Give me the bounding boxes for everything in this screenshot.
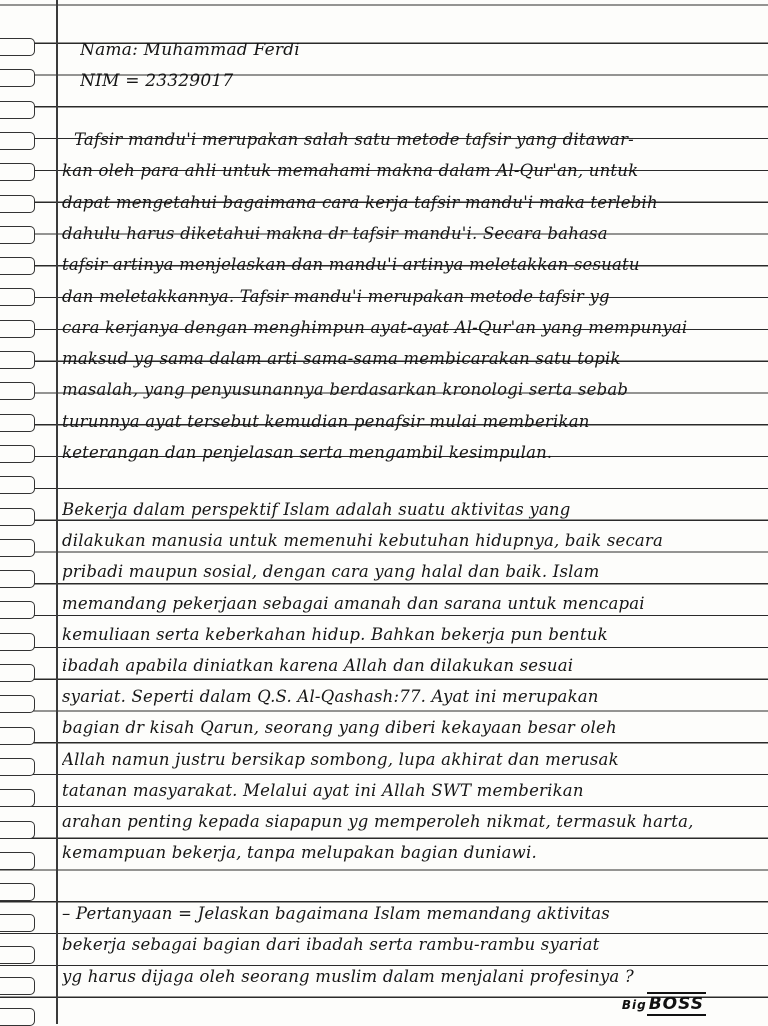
- binding-ring: [0, 977, 35, 995]
- binding-ring: [0, 351, 35, 369]
- paragraph1-line: kan oleh para ahli untuk memahami makna dalam Al-Qur'an, untuk: [62, 161, 639, 181]
- binding-ring: [0, 226, 35, 244]
- paragraph2-line: syariat. Seperti dalam Q.S. Al-Qashash:77. Ayat ini merupakan: [62, 687, 599, 707]
- margin-line: [56, 0, 58, 1024]
- binding-ring: [0, 414, 35, 432]
- paragraph2-line: bagian dr kisah Qarun, seorang yang diberi kekayaan besar oleh: [62, 718, 617, 738]
- paragraph1-line: dan meletakkannya. Tafsir mandu'i merupakan metode tafsir yg: [62, 286, 610, 306]
- binding-ring: [0, 601, 35, 619]
- paragraph2-line: Bekerja dalam perspektif Islam adalah suatu aktivitas yang: [62, 500, 571, 519]
- paragraph2-line: kemampuan bekerja, tanpa melupakan bagian duniawi.: [62, 843, 537, 863]
- binding-ring: [0, 821, 35, 839]
- binding-ring: [0, 288, 35, 306]
- question-line: bekerja sebagai bagian dari ibadah serta rambu-rambu syariat: [62, 935, 600, 955]
- paragraph1-line: tafsir artinya menjelaskan dan mandu'i artinya meletakkan sesuatu: [62, 255, 640, 275]
- paragraph2-line: ibadah apabila diniatkan karena Allah dan dilakukan sesuai: [62, 656, 574, 675]
- binding-ring: [0, 539, 35, 557]
- logo-big-text: Big: [621, 998, 647, 1012]
- paragraph2-line: dilakukan manusia untuk memenuhi kebutuhan hidupnya, baik secara: [62, 531, 664, 551]
- paragraph2-line: tatanan masyarakat. Melalui ayat ini Allah SWT memberikan: [62, 780, 584, 800]
- name-line: Nama: Muhammad Ferdi: [80, 40, 300, 60]
- binding-ring: [0, 1008, 35, 1026]
- binding-ring: [0, 789, 35, 807]
- question-line: yg harus dijaga oleh seorang muslim dalam menjalani profesinya ?: [62, 966, 634, 986]
- bigboss-logo: [622, 994, 706, 1014]
- binding-ring: [0, 508, 35, 526]
- binding-ring: [0, 445, 35, 463]
- paragraph2-line: arahan penting kepada siapapun yg memperoleh nikmat, termasuk harta,: [62, 812, 694, 831]
- binding-ring: [0, 664, 35, 682]
- paragraph1-line: maksud yg sama dalam arti sama-sama membicarakan satu topik: [62, 349, 621, 369]
- paragraph2-line: pribadi maupun sosial, dengan cara yang halal dan baik. Islam: [62, 562, 600, 582]
- logo-boss-text: BOSS: [648, 994, 704, 1014]
- binding-ring: [0, 195, 35, 213]
- paragraph1-line: Tafsir mandu'i merupakan salah satu metode tafsir yang ditawar-: [74, 130, 634, 149]
- binding-ring: [0, 132, 35, 150]
- paragraph1-line: cara kerjanya dengan menghimpun ayat-ayat Al-Qur'an yang mempunyai: [62, 317, 688, 337]
- paragraph1-line: dapat mengetahui bagaimana cara kerja tafsir mandu'i maka terlebih: [62, 192, 658, 212]
- spiral-binding: [0, 0, 40, 1024]
- paragraph1-line: keterangan dan penjelasan serta mengambil kesimpulan.: [62, 443, 553, 462]
- binding-ring: [0, 883, 35, 901]
- paragraph2-line: kemuliaan serta keberkahan hidup. Bahkan bekerja pun bentuk: [62, 624, 608, 644]
- binding-ring: [0, 727, 35, 745]
- paragraph2-line: Allah namun justru bersikap sombong, lupa akhirat dan merusak: [62, 749, 619, 769]
- paragraph1-line: turunnya ayat tersebut kemudian penafsir mulai memberikan: [62, 411, 590, 431]
- binding-ring: [0, 570, 35, 588]
- binding-ring: [0, 382, 35, 400]
- binding-ring: [0, 695, 35, 713]
- paragraph2-line: memandang pekerjaan sebagai amanah dan sarana untuk mencapai: [62, 593, 645, 613]
- paragraph1-line: masalah, yang penyusunannya berdasarkan kronologi serta sebab: [62, 380, 629, 400]
- binding-ring: [0, 914, 35, 932]
- nim-line: NIM = 23329017: [80, 71, 234, 91]
- binding-ring: [0, 758, 35, 776]
- binding-ring: [0, 320, 35, 338]
- binding-ring: [0, 633, 35, 651]
- binding-ring: [0, 257, 35, 275]
- binding-ring: [0, 101, 35, 119]
- binding-ring: [0, 38, 35, 56]
- binding-ring: [0, 69, 35, 87]
- binding-ring: [0, 476, 35, 494]
- binding-ring: [0, 852, 35, 870]
- question-line: – Pertanyaan = Jelaskan bagaimana Islam memandang aktivitas: [62, 904, 610, 923]
- binding-ring: [0, 946, 35, 964]
- paragraph1-line: dahulu harus diketahui makna dr tafsir mandu'i. Secara bahasa: [62, 223, 608, 243]
- binding-ring: [0, 163, 35, 181]
